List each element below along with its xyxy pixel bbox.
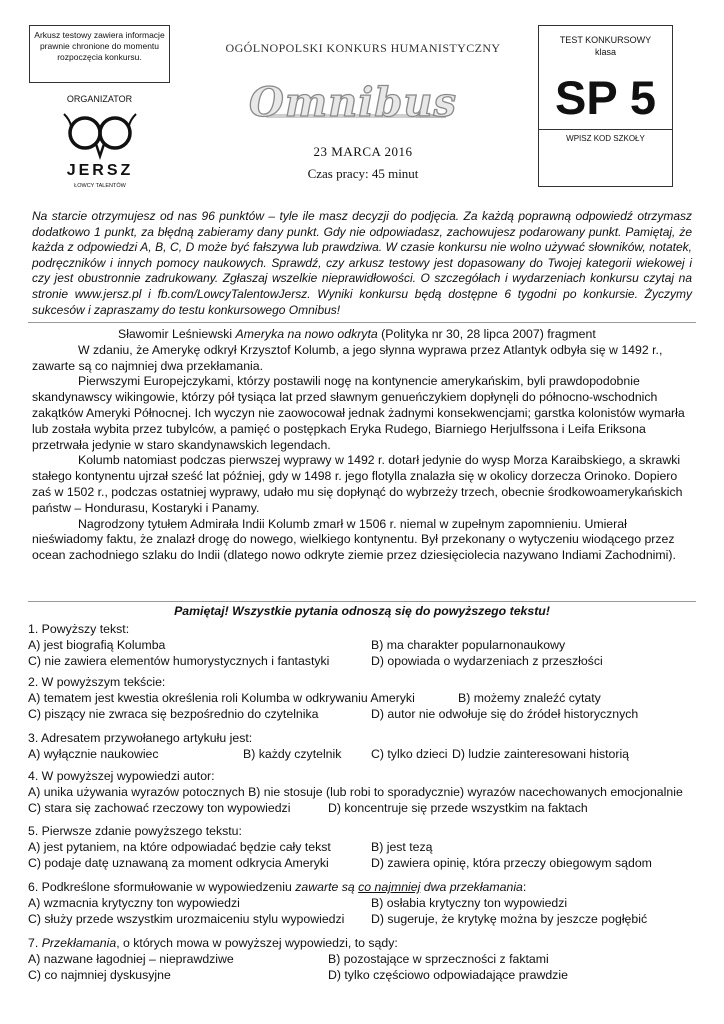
question-stem: 3. Adresatem przywołanego artykułu jest:: [28, 731, 253, 745]
omnibus-logo: [248, 76, 458, 132]
school-code-label: WPISZ KOD SZKOŁY: [566, 134, 645, 143]
answer-a[interactable]: A) wzmacnia krytyczny ton wypowiedzi: [28, 895, 240, 910]
question-2: [28, 675, 698, 722]
answer-c[interactable]: C) stara się zachować rzeczowy ton wypowiedzi: [28, 800, 291, 815]
answer-a[interactable]: A) jest pytaniem, na które odpowiadać będzie cały tekst: [28, 839, 331, 854]
answer-c[interactable]: C) służy przede wszystkim urozmaiceniu stylu wypowiedzi: [28, 911, 345, 926]
answer-c[interactable]: C) piszący nie zwraca się bezpośrednio do czytelnika: [28, 706, 319, 721]
reading-passage: [32, 327, 692, 564]
test-class-label: klasa: [594, 47, 616, 57]
work-time: Czas pracy: 45 minut: [307, 166, 419, 181]
answer-b[interactable]: B) każdy czytelnik: [243, 746, 342, 761]
question-stem: 1. Powyższy tekst:: [28, 622, 130, 636]
question-7: [28, 936, 698, 983]
question-stem: 5. Pierwsze zdanie powyższego tekstu:: [28, 824, 242, 838]
jersz-logo: [58, 108, 142, 196]
answer-d[interactable]: D) zawiera opinię, która przeczy obiegowym sądom: [371, 855, 652, 870]
question-3: [28, 731, 698, 763]
answer-d[interactable]: D) autor nie odwołuje się do źródeł historycznych: [371, 706, 639, 721]
question-6: [28, 880, 698, 927]
divider: [28, 322, 696, 323]
answer-a[interactable]: A) nazwane łagodniej – nieprawdziwe: [28, 951, 234, 966]
quoted-word: Przekłamania: [41, 936, 117, 950]
answer-c[interactable]: C) nie zawiera elementów humorystycznych i fantastyki: [28, 653, 330, 668]
answer-d[interactable]: D) ludzie zainteresowani historią: [452, 746, 630, 761]
test-code: SP 5: [554, 71, 657, 124]
passage-source: [32, 327, 692, 343]
passage-paragraph: Kolumb natomiast podczas pierwszej wyprawy w 1492 r. dotarł jedynie do wysp Morza Karaibskiego, a skrawki stałego kontynentu ujrzał sześć lat później, gdy w 1498 r. jego flotylla znalazła się w okolicy dorzecza Orinoko. Dopiero zaś w 1502 r., podczas ostatniej wyprawy, udało mu się dopłynąć do wybrzeży trzech, obecnie środkowoamerykańskich państw – Hondurasu, Kostaryki i Panamy.: [32, 453, 683, 515]
answer-d[interactable]: D) koncentruje się przede wszystkim na faktach: [328, 800, 588, 815]
test-title: TEST KONKURSOWY: [559, 35, 652, 45]
organizer-label: ORGANIZATOR: [66, 94, 133, 104]
organizer-name: JERSZ: [66, 162, 134, 179]
passage-paragraph: W zdaniu, że Amerykę odkrył Krzysztof Kolumb, a jego słynna wyprawa przez Atlantyk odbyła się w 1492 r., zawarte są co najmniej dwa przekłamania.: [32, 342, 663, 373]
answer-a[interactable]: A) tematem jest kwestia określenia roli Kolumba w odkrywaniu Ameryki: [28, 690, 415, 705]
instructions: Na starcie otrzymujesz od nas 96 punktów – tyle ile masz decyzji do podjęcia. Za każdą poprawną odpowiedź otrzymasz dodatkowo 1 punkt, za błędną zabieramy dany punkt. Gdy nie odpowiadasz, zachowujesz podarowany punkt. Pamiętaj, że każda z odpowiedzi A, B, C, D może być fałszywa lub prawdziwa. W czasie konkursu nie wolno używać słowników, notatek, podręczników i innych pomocy naukowych. Sprawdź, czy arkusz testowy jest dopasowany do Twojej kategorii wiekowej i czy jest obustronnie zadrukowany. Zgłaszaj wszelkie nieprawidłowości. O szczegółach i wydarzeniach konkursu czytaj na stronie www.jersz.pl i fb.com/LowcyTalentowJersz. Wyniki konkursu będą dostępne 6 tygodni po konkursie. Życzymy sukcesów i zapraszamy do testu konkursowego Omnibus!: [32, 209, 692, 317]
test-info-box: [538, 25, 673, 187]
question-1: [28, 622, 698, 669]
answer-b[interactable]: B) osłabia krytyczny ton wypowiedzi: [371, 895, 568, 910]
answer-d[interactable]: D) opowiada o wydarzeniach z przeszłości: [371, 653, 603, 668]
source-author: Sławomir Leśniewski: [118, 327, 236, 341]
question-stem: 7. Przekłamania, o których mowa w powyższej wypowiedzi, to sądy:: [28, 936, 398, 950]
contest-date: 23 MARCA 2016: [313, 144, 413, 159]
passage-paragraph: Nagrodzony tytułem Admirała Indii Kolumb zmarł w 1506 r. niemal w zupełnym zapomnieniu. Umierał nieświadomy faktu, że znalazł drogę do nowego, wielkiego kontynentu. Był przekonany o wytyczeniu wiodącego przez ocean zachodniego szlaku do Indii (dlatego nowo odkryte ziemie przez dziesięciolecia nazywano Indiami Zachodnimi).: [32, 516, 676, 563]
source-ref: (Polityka nr 30, 28 lipca 2007) fragment: [377, 327, 596, 341]
question-stem: 6. Podkreślone sformułowanie w wypowiedzeniu zawarte są co najmniej dwa przekłamania:: [28, 880, 527, 894]
answer-b[interactable]: B) jest tezą: [371, 839, 433, 854]
contest-logo-text: Omnibus: [248, 79, 458, 126]
answer-b[interactable]: B) ma charakter popularnonaukowy: [371, 637, 566, 652]
question-4: [28, 769, 698, 816]
answer-a[interactable]: A) jest biografią Kolumba: [28, 637, 166, 652]
passage-paragraph: Pierwszymi Europejczykami, którzy postawili nogę na kontynencie amerykańskim, byli prawdopodobnie skandynawscy wikingowie, którzy pół tysiąca lat przed sławnym genueńczykiem dopłynęli do północno-wschodnich zakątków Ameryki Północnej. Ich wyczyn nie zaowocował jednak żadnymi konsekwencjami; garstka kolonistów wymarła lub została wybita przez tubylców, a pamięć o postępkach Eryka Rudego, Biarniego Herjulfssona i Leifa Eriksona przetrwała jedynie w staro skandynawskich legendach.: [32, 374, 685, 452]
answer-d[interactable]: D) sugeruje, że krytykę można by jeszcze pogłębić: [371, 911, 648, 926]
question-stem: 2. W powyższym tekście:: [28, 675, 166, 689]
divider: [28, 601, 696, 602]
answer-b[interactable]: B) możemy znaleźć cytaty: [458, 690, 601, 705]
source-title: Ameryka na nowo odkryta: [235, 327, 378, 341]
answer-d[interactable]: D) tylko częściowo odpowiadające prawdzie: [328, 967, 568, 982]
underlined-phrase: co najmniej: [358, 880, 421, 894]
contest-name: OGÓLNOPOLSKI KONKURS HUMANISTYCZNY: [225, 41, 501, 55]
answer-c[interactable]: C) tylko dzieci: [371, 746, 448, 761]
questions-note: Pamiętaj! Wszystkie pytania odnoszą się do powyższego tekstu!: [174, 604, 550, 618]
answer-c[interactable]: C) co najmniej dyskusyjne: [28, 967, 171, 982]
question-stem: 4. W powyższej wypowiedzi autor:: [28, 769, 215, 783]
quoted-phrase: zawarte są co najmniej dwa przekłamania: [295, 880, 523, 894]
legal-notice-text: Arkusz testowy zawiera informacje prawnie chronione do momentu rozpoczęcia konkursu.: [34, 30, 165, 62]
organizer-tagline: ŁOWCY TALENTÓW: [74, 183, 126, 189]
answer-a-b[interactable]: A) unika używania wyrazów potocznych B) nie stosuje (lub robi to sporadycznie) wyrazów nacechowanych emocjonalnie: [28, 784, 683, 799]
owl-icon: [64, 114, 136, 156]
answer-c[interactable]: C) podaje datę uznawaną za moment odkrycia Ameryki: [28, 855, 329, 870]
legal-notice-box: [29, 25, 170, 83]
test-box-divider: [539, 129, 672, 130]
answer-b[interactable]: B) pozostające w sprzeczności z faktami: [328, 951, 549, 966]
answer-a[interactable]: A) wyłącznie naukowiec: [28, 746, 159, 761]
question-5: [28, 824, 698, 871]
